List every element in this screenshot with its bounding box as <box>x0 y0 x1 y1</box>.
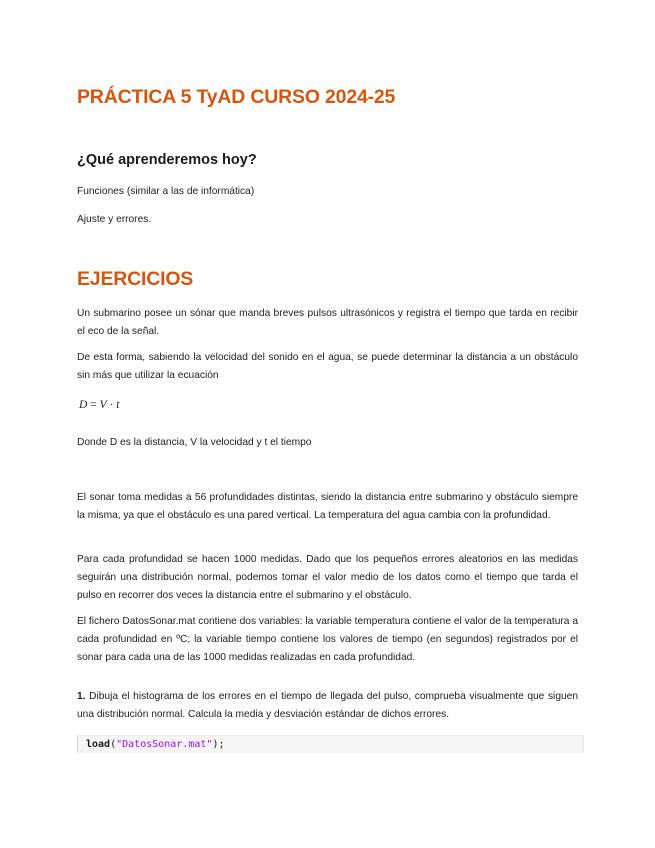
paragraph-datafile: El fichero DatosSonar.mat contiene dos variables: la variable temperatura contiene el valor de la temperatura a cada profundidad en ºC; la variable tiempo contiene los valores de tiempo (en segundos) registrados por el sonar para cada una de las 1000 medidas realizadas en cada profundidad. <box>77 616 578 664</box>
page-title: PRÁCTICA 5 TyAD CURSO 2024-25 <box>77 86 396 108</box>
equation <box>79 399 119 411</box>
code-line <box>86 738 225 751</box>
task-1-text: Dibuja el histograma de los errores en el tiempo de llegada del pulso, comprueba visualmente que siguen una distribución normal. Calcula la media y desviación estándar de dichos errores. <box>77 691 578 721</box>
equation-equals: = <box>87 399 100 411</box>
code-function: load <box>86 739 111 750</box>
code-block <box>77 735 584 753</box>
equation-v: V <box>99 399 107 411</box>
code-string: "DatosSonar.mat" <box>116 739 213 750</box>
equation-dot: · <box>106 399 117 411</box>
equation-t: t <box>116 399 120 411</box>
paragraph-depths: El sonar toma medidas a 56 profundidades distintas, siendo la distancia entre submarino y obstáculo siempre la misma, ya que el obstáculo es una pared vertical. La temperatura del agua cambia con la profundidad. <box>77 492 578 522</box>
task-1 <box>77 688 578 724</box>
code-open-paren: ( <box>110 739 117 750</box>
paragraph-sonar: Un submarino posee un sónar que manda breves pulsos ultrasónicos y registra el tiempo que tarda en recibir el eco de la señal. <box>77 308 578 338</box>
intro-item: Funciones (similar a las de informática) <box>77 186 255 197</box>
exercises-heading: EJERCICIOS <box>77 268 194 290</box>
code-close: ); <box>212 739 225 750</box>
paragraph-distance: De esta forma, sabiendo la velocidad del sonido en el agua, se puede determinar la distancia a un obstáculo sin más que utilizar la ecuación <box>77 352 578 382</box>
task-1-number: 1. <box>77 691 86 702</box>
paragraph-variables: Donde D es la distancia, V la velocidad y t el tiempo <box>77 437 312 448</box>
equation-lhs: D <box>79 399 88 411</box>
paragraph-measurements: Para cada profundidad se hacen 1000 medidas. Dado que los pequeños errores aleatorios en las medidas seguirán una distribución normal, podemos tomar el valor medio de los datos como el tiempo que tarda el pulso en recorrer dos veces la distancia entre el submarino y el obstáculo. <box>77 554 578 602</box>
intro-item: Ajuste y errores. <box>77 214 152 225</box>
intro-heading: ¿Qué aprenderemos hoy? <box>77 152 257 168</box>
